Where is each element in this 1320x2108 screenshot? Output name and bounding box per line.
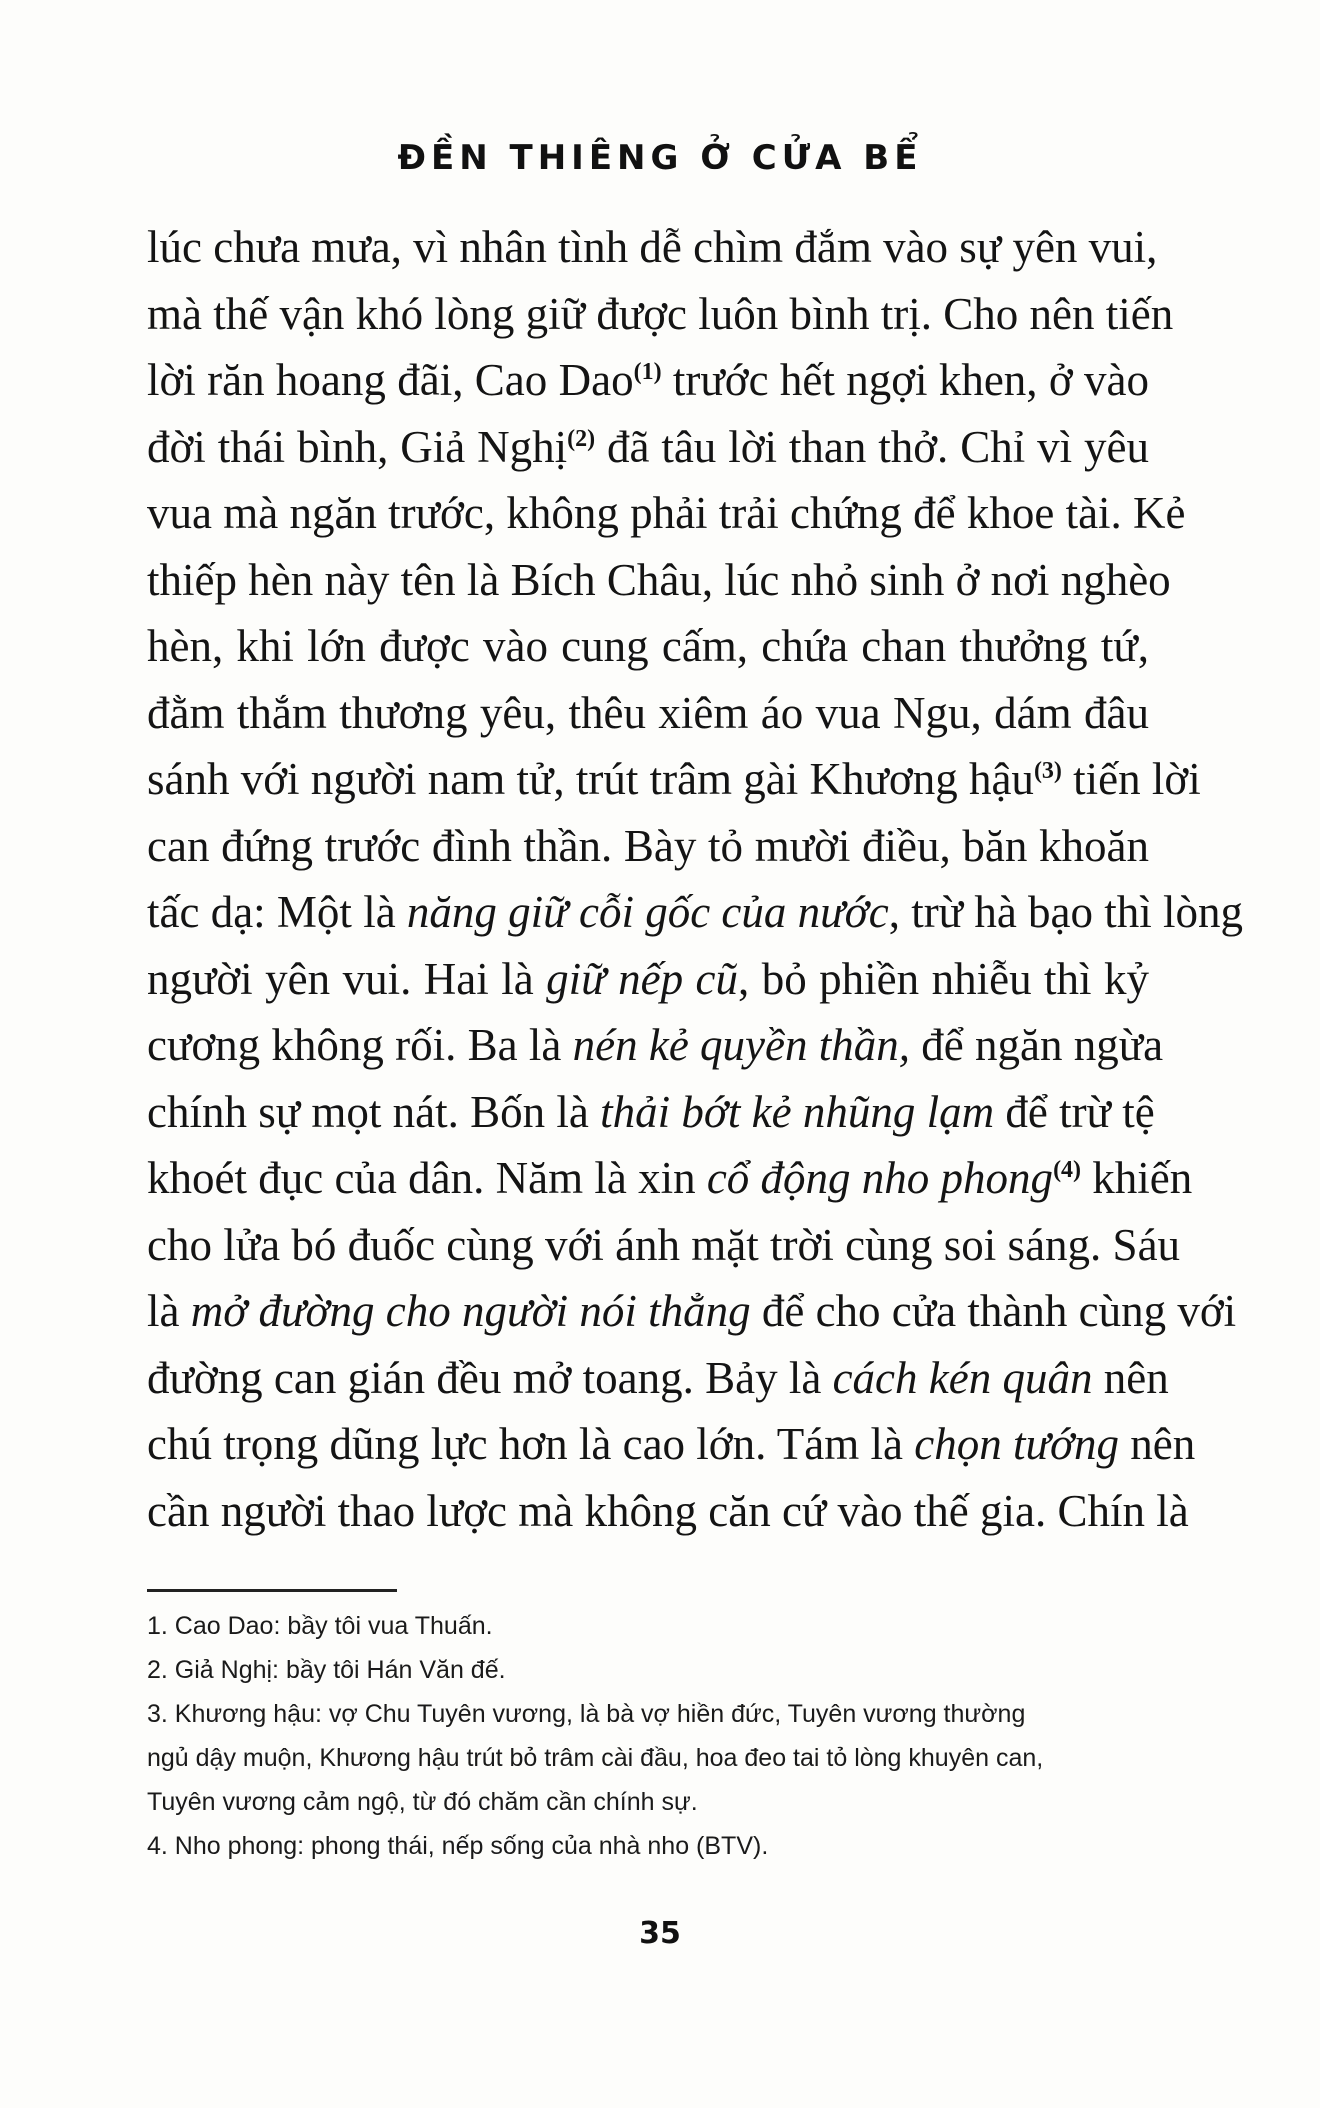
body-line	[147, 547, 1171, 614]
footnote-line: 4. Nho phong: phong thái, nếp sống của nhà nho (BTV).	[147, 1832, 769, 1860]
body-line	[147, 414, 1149, 481]
footnote-marker: (3)	[1033, 758, 1062, 784]
body-line	[147, 281, 1174, 348]
text-segment: người yên vui. Hai là	[147, 953, 547, 1004]
emphasis-text: cổ động nho phong	[706, 1153, 1054, 1203]
body-line	[147, 347, 1149, 414]
text-segment: đời thái bình, Giả Nghị	[147, 421, 568, 472]
body-line	[147, 680, 1149, 747]
text-segment: đằm thắm thương yêu, thêu xiêm áo vua Ngu, dám đâu	[147, 687, 1149, 738]
body-line	[147, 613, 1149, 680]
body-line	[147, 1079, 1155, 1146]
text-segment: lời răn hoang đãi, Cao Dao	[147, 355, 634, 405]
footnote-line: Tuyên vương cảm ngộ, từ đó chăm cần chính sự.	[147, 1788, 698, 1816]
body-line	[147, 1478, 1189, 1545]
text-segment: khiến	[1081, 1153, 1193, 1203]
emphasis-text: giữ nếp cũ	[546, 953, 739, 1004]
body-line	[147, 1345, 1169, 1412]
body-line	[147, 214, 1158, 281]
footnote-divider	[147, 1589, 397, 1592]
text-segment: nên	[1092, 1352, 1169, 1403]
text-segment: để cho cửa thành cùng với	[750, 1286, 1237, 1336]
emphasis-text: nén kẻ quyền thần,	[572, 1020, 910, 1070]
text-segment: cần người thao lược mà không căn cứ vào thế gia. Chín là	[147, 1485, 1189, 1536]
text-segment: đã tâu lời than thở. Chỉ vì yêu	[595, 421, 1149, 472]
text-segment: mà thế vận khó lòng giữ được luôn bình trị. Cho nên tiến	[147, 288, 1174, 339]
footnote-line: 1. Cao Dao: bầy tôi vua Thuấn.	[147, 1612, 493, 1640]
footnote-marker: (2)	[567, 425, 596, 452]
footnote-marker: (1)	[633, 359, 662, 385]
text-segment: lúc chưa mưa, vì nhân tình dễ chìm đắm vào sự yên vui,	[147, 222, 1158, 272]
footnote-line: ngủ dậy muộn, Khương hậu trút bỏ trâm cài đầu, hoa đeo tai tỏ lòng khuyên can,	[147, 1744, 1044, 1772]
text-segment: chính sự mọt nát. Bốn là	[147, 1086, 601, 1137]
text-segment: nên	[1119, 1419, 1196, 1469]
body-line	[147, 1145, 1193, 1212]
text-segment: chú trọng dũng lực hơn là cao lớn. Tám là	[147, 1419, 915, 1469]
body-line	[147, 1411, 1196, 1478]
text-segment: cho lửa bó đuốc cùng với ánh mặt trời cùng soi sáng. Sáu	[147, 1219, 1181, 1270]
emphasis-text: cách kén quân	[832, 1352, 1093, 1403]
emphasis-text: mở đường cho người nói thẳng	[190, 1286, 751, 1336]
emphasis-text: chọn tướng	[914, 1419, 1120, 1469]
text-segment: vua mà ngăn trước, không phải trải chứng để khoe tài. Kẻ	[147, 488, 1186, 538]
text-segment: tấc dạ: Một là	[147, 887, 407, 937]
text-segment: cương không rối. Ba là	[147, 1020, 573, 1070]
footnote-marker: (4)	[1053, 1157, 1082, 1183]
body-text	[147, 214, 1244, 1544]
page-number: 35	[639, 1916, 681, 1951]
text-segment: thiếp hèn này tên là Bích Châu, lúc nhỏ sinh ở nơi nghèo	[147, 554, 1171, 605]
footnotes	[147, 1604, 1157, 1868]
text-segment: tiến lời	[1061, 754, 1201, 804]
text-segment: sánh với người nam tử, trút trâm gài Khương hậu	[147, 754, 1034, 804]
text-segment: , bỏ phiền nhiễu thì kỷ	[738, 953, 1149, 1004]
body-line	[147, 1278, 1237, 1345]
text-segment: để ngăn ngừa	[910, 1020, 1164, 1070]
emphasis-text: năng giữ cỗi gốc của nước	[406, 887, 889, 937]
body-line	[147, 879, 1244, 946]
text-segment: khoét đục của dân. Năm là xin	[147, 1153, 707, 1203]
body-line	[147, 1012, 1164, 1079]
text-segment: là	[147, 1286, 191, 1336]
body-line	[147, 813, 1149, 880]
text-segment: đường can gián đều mở toang. Bảy là	[147, 1352, 833, 1403]
text-segment: trước hết ngợi khen, ở vào	[661, 355, 1149, 405]
text-segment: để trừ tệ	[994, 1086, 1155, 1137]
body-line	[147, 1212, 1181, 1279]
footnote-line: 2. Giả Nghị: bầy tôi Hán Văn đế.	[147, 1656, 506, 1684]
text-segment: , trừ hà bạo thì lòng	[888, 887, 1244, 937]
running-head: ĐỀN THIÊNG Ở CỬA BỂ	[397, 138, 923, 178]
body-line	[147, 946, 1149, 1013]
text-segment: can đứng trước đình thần. Bày tỏ mười điều, băn khoăn	[147, 820, 1149, 871]
footnote-line: 3. Khương hậu: vợ Chu Tuyên vương, là bà vợ hiền đức, Tuyên vương thường	[147, 1700, 1026, 1728]
body-line	[147, 746, 1201, 813]
emphasis-text: thải bớt kẻ nhũng lạm	[600, 1086, 995, 1137]
text-segment: hèn, khi lớn được vào cung cấm, chứa chan thưởng tứ,	[147, 621, 1149, 671]
body-line	[147, 480, 1186, 547]
